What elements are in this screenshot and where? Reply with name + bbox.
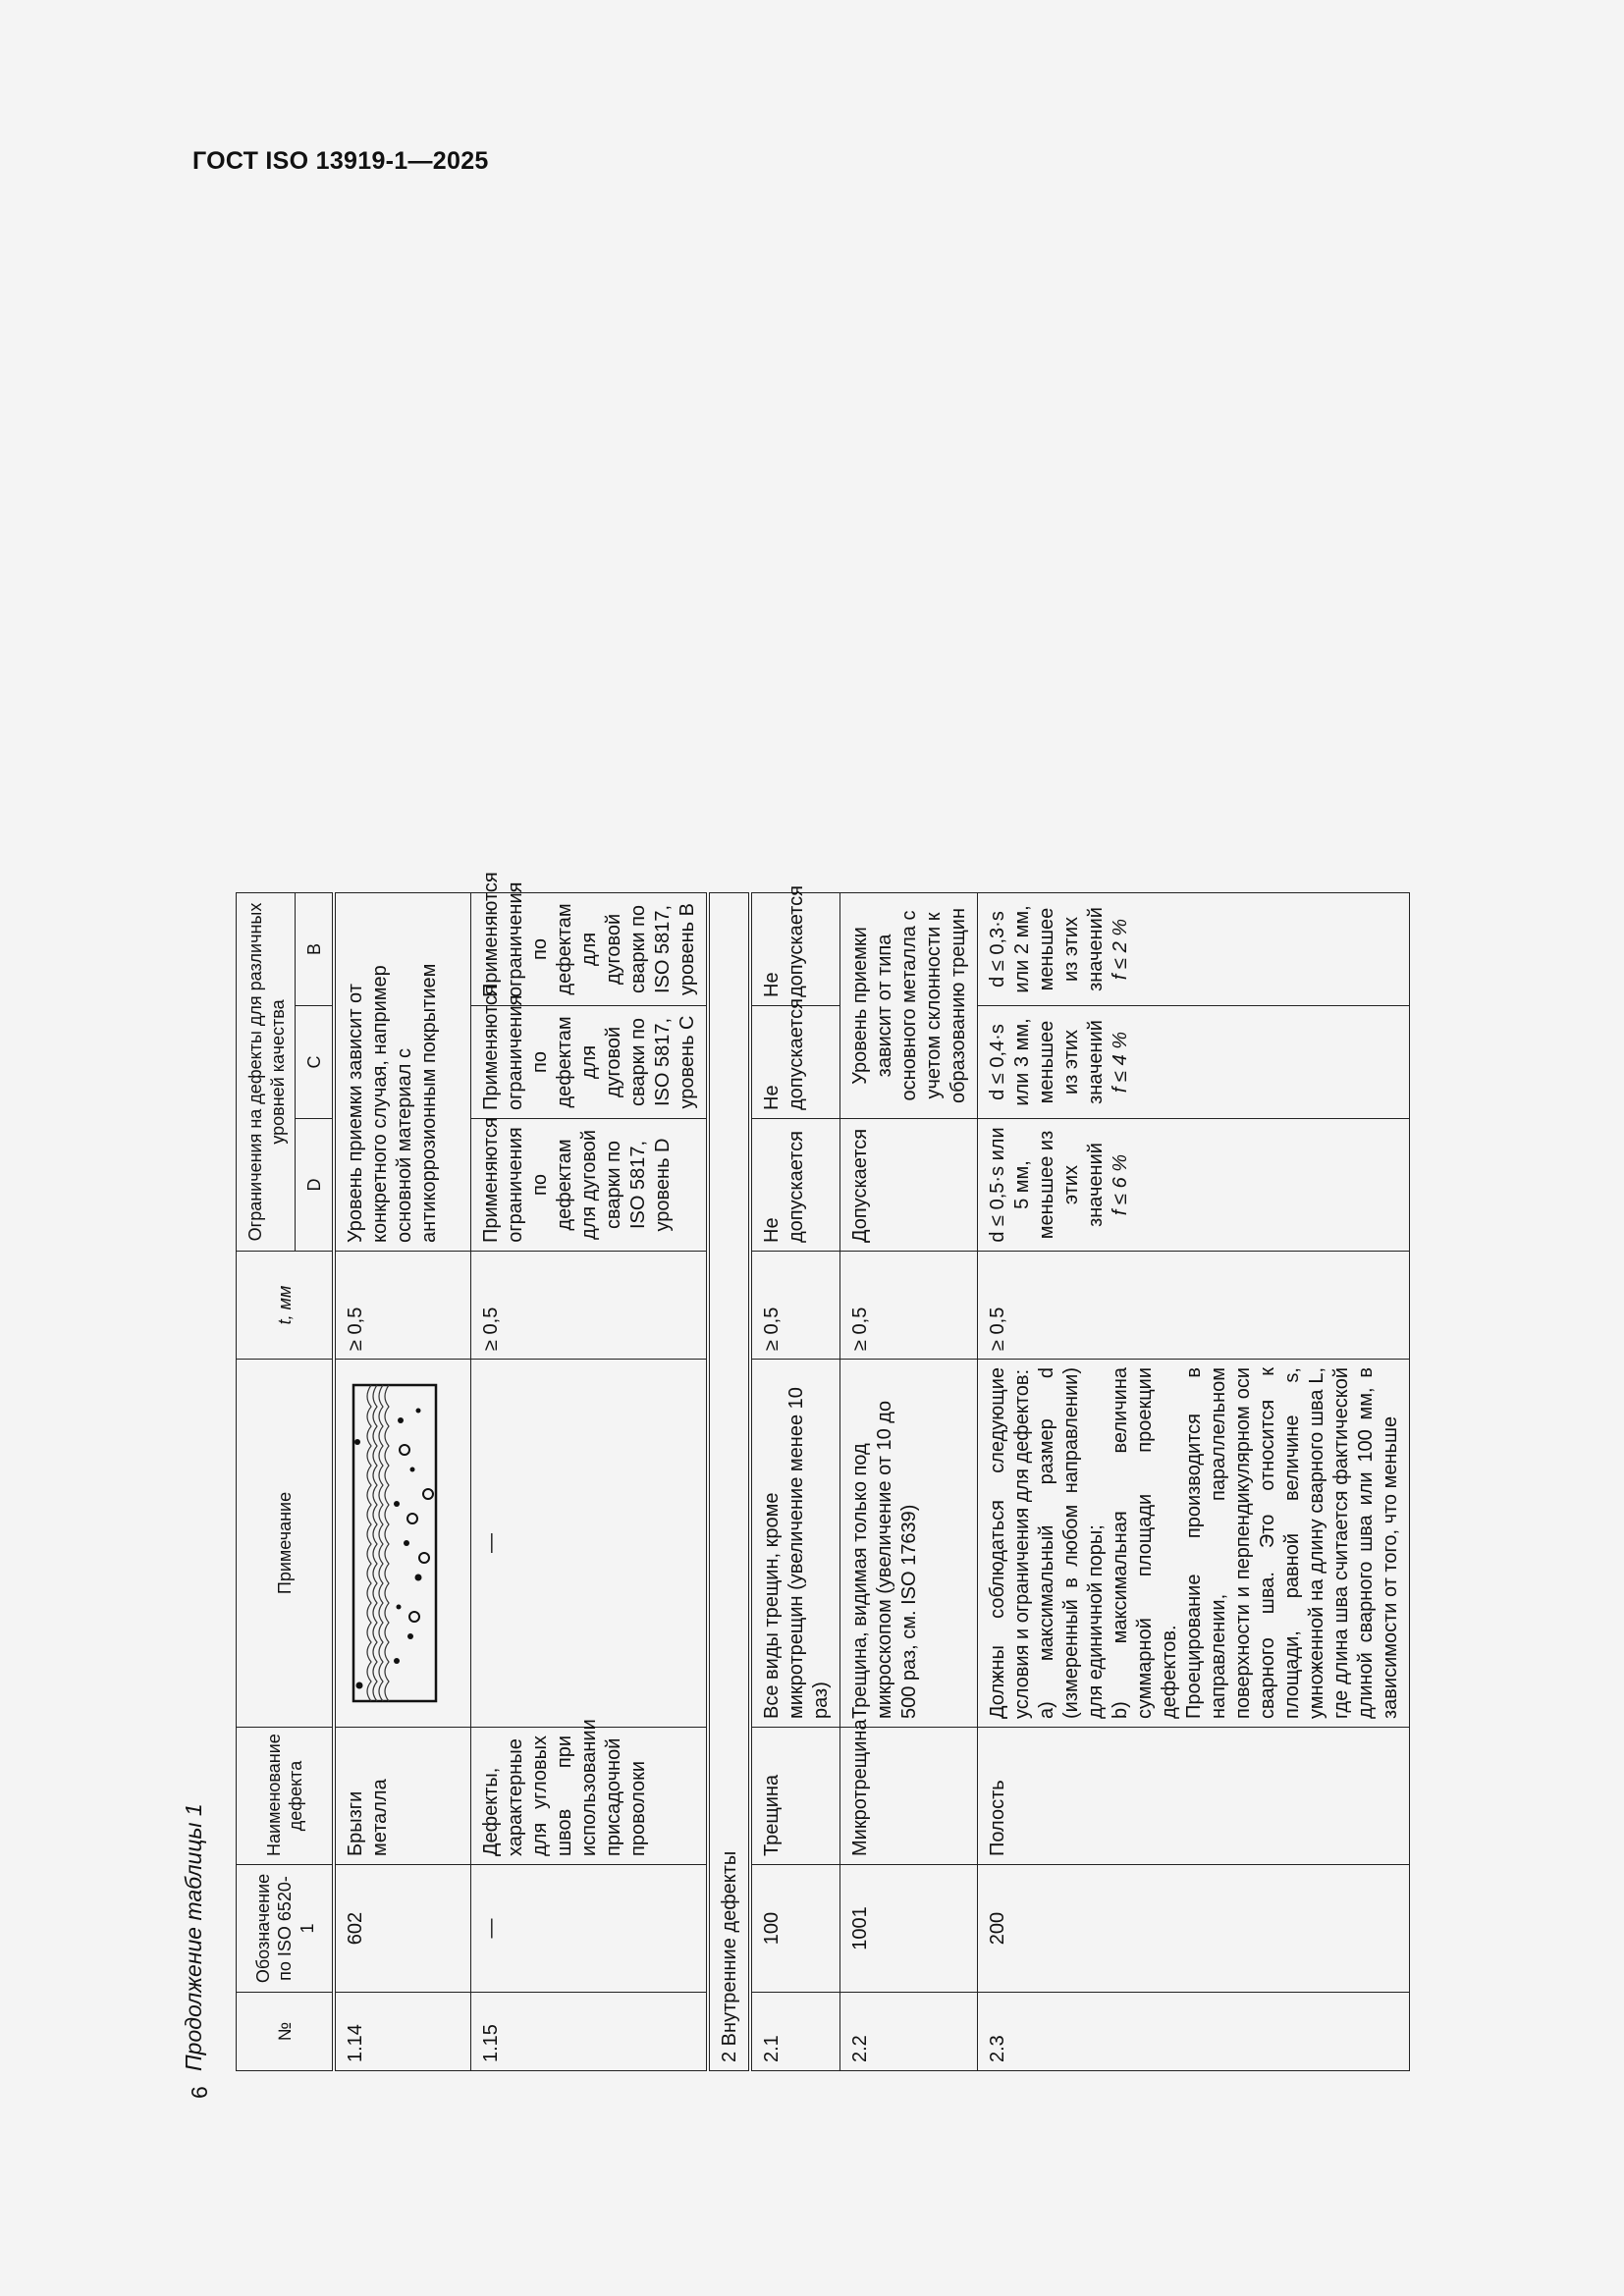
header-note: Примечание: [237, 1360, 334, 1728]
note-paragraph: Должны соблюдаться следующие условия и ограничения для дефектов:: [987, 1367, 1033, 1719]
note-paragraph: a) максимальный размер d (измеренный в любом направлении) для единичной поры;: [1036, 1367, 1107, 1719]
section-title: 2 Внутренние дефекты: [708, 893, 750, 2071]
note-paragraph: b) максимальная величина суммарной площади проекции дефектов.: [1110, 1367, 1180, 1719]
cell-level-d: Не допускается: [750, 1119, 840, 1252]
table-row: [334, 893, 471, 2071]
header-thickness: t, мм: [237, 1252, 334, 1360]
cell-note: [978, 1360, 1410, 1728]
cell-name: Трещина: [750, 1728, 840, 1865]
cell-iso: —: [471, 1865, 709, 1993]
cell-note: —: [471, 1360, 709, 1728]
cell-level-cb-merged: Уровень приемки зависит от типа основного металла с учетом склонности к образованию трещин: [840, 893, 978, 1119]
limit-b-area: f ≤ 2 %: [1110, 918, 1131, 981]
limit-d-size: d ≤ 0,5·s или 5 мм, меньшее из этих значений: [987, 1127, 1107, 1243]
cell-thickness: ≥ 0,5: [471, 1252, 709, 1360]
cell-level-b: [978, 893, 1410, 1006]
limit-d-area: f ≤ 6 %: [1110, 1153, 1131, 1216]
table-header-row: [237, 893, 296, 2071]
note-paragraph: Проецирование производится в направлении, параллельном поверхности и перпендикулярном оси сварного шва. Это относится к площади, равной величине s, умноженной на длину сварного шва L, где длина шва считается фактической длиной сварного шва или 100 мм, в зависимости от того, что меньше: [1183, 1367, 1401, 1719]
header-level-d: D: [296, 1119, 334, 1252]
table-row: [750, 893, 840, 2071]
cell-name: Микротрещина: [840, 1728, 978, 1865]
cell-note: [334, 1360, 471, 1728]
table-continuation-caption: Продолжение таблицы 1: [181, 1803, 206, 2071]
cell-iso: 602: [334, 1865, 471, 1993]
cell-level-c: Не допускается: [750, 1006, 840, 1119]
cell-name: Брызги металла: [334, 1728, 471, 1865]
rotated-page-content: [177, 872, 1502, 2099]
defects-table: [236, 872, 1410, 2071]
table-row: [978, 893, 1410, 2071]
cell-iso: 1001: [840, 1865, 978, 1993]
cell-note: Трещина, видимая только под микроскопом (увеличение от 10 до 500 раз, см. ISO 17639): [840, 1360, 978, 1728]
cell-thickness: ≥ 0,5: [978, 1252, 1410, 1360]
header-limits: Ограничения на дефекты для различных уровней качества: [237, 893, 296, 1252]
header-level-c: C: [296, 1006, 334, 1119]
cell-level-c: [978, 1006, 1410, 1119]
cell-level-d: Применяются ограничения по дефектам для дуговой сварки по ISO 5817, уровень D: [471, 1119, 709, 1252]
document-code: ГОСТ ISO 13919-1—2025: [192, 147, 489, 175]
cell-level-b: Не допускается: [750, 893, 840, 1006]
cell-number: 2.1: [750, 1993, 840, 2071]
cell-iso: 100: [750, 1865, 840, 1993]
limit-c-size: d ≤ 0,4·s или 3 мм, меньшее из этих значений: [987, 1018, 1107, 1106]
cell-thickness: ≥ 0,5: [334, 1252, 471, 1360]
cell-number: 2.2: [840, 1993, 978, 2071]
page-number: 6: [187, 2086, 212, 2099]
cell-level-d: Допускается: [840, 1119, 978, 1252]
limit-c-area: f ≤ 4 %: [1110, 1031, 1131, 1094]
header-level-b: B: [296, 893, 334, 1006]
table-row: [840, 893, 978, 2071]
cell-note: Все виды трещин, кроме микротрещин (увеличение менее 10 раз): [750, 1360, 840, 1728]
limit-b-size: d ≤ 0,3·s или 2 мм, меньшее из этих значений: [987, 905, 1107, 993]
cell-thickness: ≥ 0,5: [750, 1252, 840, 1360]
cell-iso: 200: [978, 1865, 1410, 1993]
cell-name: Полость: [978, 1728, 1410, 1865]
header-iso-designation: Обозначение по ISO 6520-1: [237, 1865, 334, 1993]
cell-acceptance-merged: Уровень приемки зависит от конкретного случая, например основной материал с антикоррозионным покрытием: [334, 893, 471, 1252]
section-row: [708, 893, 750, 2071]
table-row: [471, 893, 709, 2071]
cell-number: 2.3: [978, 1993, 1410, 2071]
cell-thickness: ≥ 0,5: [840, 1252, 978, 1360]
cell-name: Дефекты, характерные для угловых швов при использовании присадочной проволоки: [471, 1728, 709, 1865]
cell-level-b: Применяются ограничения по дефектам для дуговой сварки по ISO 5817, уровень B: [471, 893, 709, 1006]
cell-level-c: Применяются ограничения по дефектам для дуговой сварки по ISO 5817, уровень C: [471, 1006, 709, 1119]
cell-level-d: [978, 1119, 1410, 1252]
header-number: №: [237, 1993, 334, 2071]
cell-number: 1.14: [334, 1993, 471, 2071]
spatter-sketch-icon: [350, 1381, 440, 1705]
cell-number: 1.15: [471, 1993, 709, 2071]
header-defect-name: Наименование дефекта: [237, 1728, 334, 1865]
